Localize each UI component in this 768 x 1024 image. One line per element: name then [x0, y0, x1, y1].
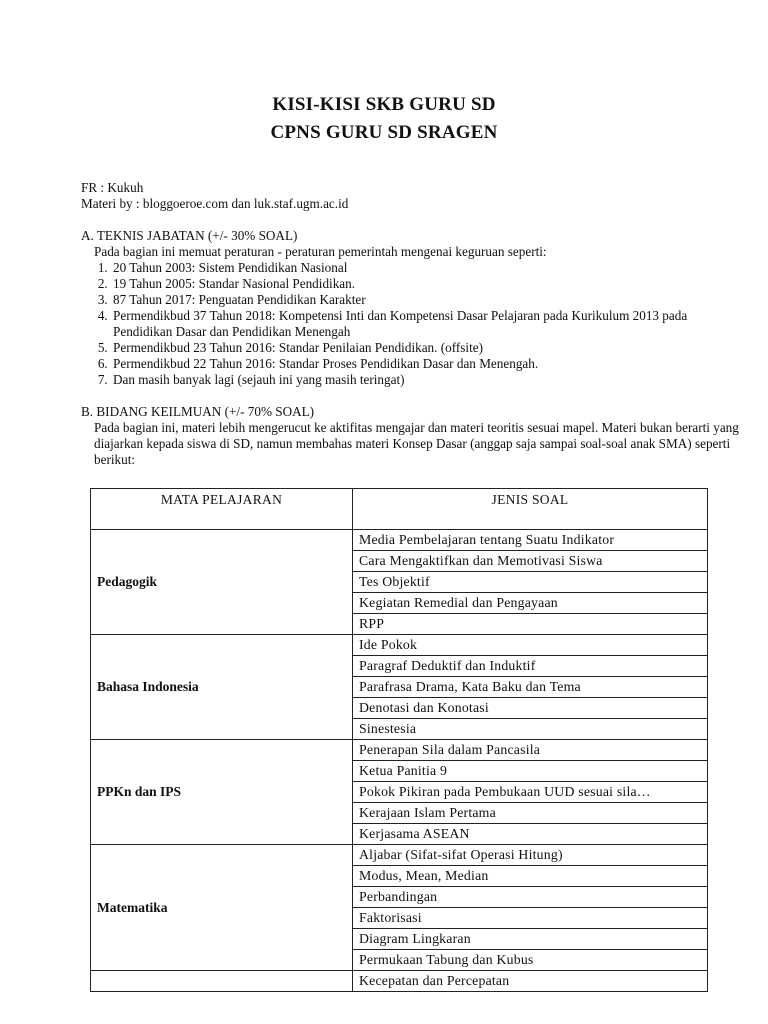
question-type-cell: Kerajaan Islam Pertama	[353, 803, 708, 824]
table-body	[91, 530, 708, 992]
subject-table	[90, 488, 708, 992]
section-a-intro: Pada bagian ini memuat peraturan - peraturan pemerintah mengenai keguruan seperti:	[94, 244, 547, 259]
subject-cell: Bahasa Indonesia	[91, 635, 353, 740]
question-type-cell: Parafrasa Drama, Kata Baku dan Tema	[353, 677, 708, 698]
question-type-cell: Media Pembelajaran tentang Suatu Indikator	[353, 530, 708, 551]
question-type-cell: Cara Mengaktifkan dan Memotivasi Siswa	[353, 551, 708, 572]
source-line: Materi by : bloggoeroe.com dan luk.staf.ugm.ac.id	[81, 196, 349, 211]
subject-cell: PPKn dan IPS	[91, 740, 353, 845]
question-type-cell: Paragraf Deduktif dan Induktif	[353, 656, 708, 677]
section-a-heading: A. TEKNIS JABATAN (+/- 30% SOAL)	[81, 228, 298, 243]
header-subject: MATA PELAJARAN	[91, 489, 353, 530]
question-type-cell: Tes Objektif	[353, 572, 708, 593]
table-row	[91, 635, 708, 656]
author-line: FR : Kukuh	[81, 180, 144, 195]
question-type-cell: Permukaan Tabung dan Kubus	[353, 950, 708, 971]
header-question-type: JENIS SOAL	[353, 489, 708, 530]
subject-cell: Pedagogik	[91, 530, 353, 635]
question-type-cell: RPP	[353, 614, 708, 635]
subject-cell: Matematika	[91, 845, 353, 971]
question-type-cell: Aljabar (Sifat-sifat Operasi Hitung)	[353, 845, 708, 866]
question-type-cell: Kecepatan dan Percepatan	[353, 971, 708, 992]
table-header-row	[91, 489, 708, 530]
table-row	[91, 845, 708, 866]
question-type-cell: Ketua Panitia 9	[353, 761, 708, 782]
document-body	[81, 180, 746, 468]
question-type-cell: Pokok Pikiran pada Pembukaan UUD sesuai sila…	[353, 782, 708, 803]
question-type-cell: Ide Pokok	[353, 635, 708, 656]
question-type-cell: Perbandingan	[353, 887, 708, 908]
list-item: 1. 20 Tahun 2003: Sistem Pendidikan Nasional	[111, 260, 746, 276]
document-subtitle: CPNS GURU SD SRAGEN	[270, 122, 498, 143]
section-b-paragraph: Pada bagian ini, materi lebih mengerucut ke aktifitas mengajar dan materi teoritis sesuai mapel. Materi bukan berarti yang diajarkan kepada siswa di SD, namun membahas materi Konsep Dasar (anggap saja sampai soal-soal anak SMA) seperti berikut:	[94, 420, 739, 467]
question-type-cell: Faktorisasi	[353, 908, 708, 929]
table-row	[91, 530, 708, 551]
section-b-heading: B. BIDANG KEILMUAN (+/- 70% SOAL)	[81, 404, 315, 419]
subject-cell	[91, 971, 353, 992]
list-item: 4. Permendikbud 37 Tahun 2018: Kompetensi Inti dan Kompetensi Dasar Pelajaran pada Kurikulum 2013 pada Pendidikan Dasar dan Pendidikan Menengah	[111, 308, 746, 340]
list-item: 7. Dan masih banyak lagi (sejauh ini yang masih teringat)	[111, 372, 746, 388]
question-type-cell: Denotasi dan Konotasi	[353, 698, 708, 719]
question-type-cell: Diagram Lingkaran	[353, 929, 708, 950]
document-title: KISI-KISI SKB GURU SD	[272, 94, 496, 115]
list-item: 6. Permendikbud 22 Tahun 2016: Standar Proses Pendidikan Dasar dan Menengah.	[111, 356, 746, 372]
regulation-list	[81, 260, 746, 388]
list-item: 3. 87 Tahun 2017: Penguatan Pendidikan Karakter	[111, 292, 746, 308]
question-type-cell: Kegiatan Remedial dan Pengayaan	[353, 593, 708, 614]
question-type-cell: Sinestesia	[353, 719, 708, 740]
list-item: 5. Permendikbud 23 Tahun 2016: Standar Penilaian Pendidikan. (offsite)	[111, 340, 746, 356]
table-row	[91, 740, 708, 761]
table-row	[91, 971, 708, 992]
question-type-cell: Modus, Mean, Median	[353, 866, 708, 887]
question-type-cell: Penerapan Sila dalam Pancasila	[353, 740, 708, 761]
list-item: 2. 19 Tahun 2005: Standar Nasional Pendidikan.	[111, 276, 746, 292]
question-type-cell: Kerjasama ASEAN	[353, 824, 708, 845]
